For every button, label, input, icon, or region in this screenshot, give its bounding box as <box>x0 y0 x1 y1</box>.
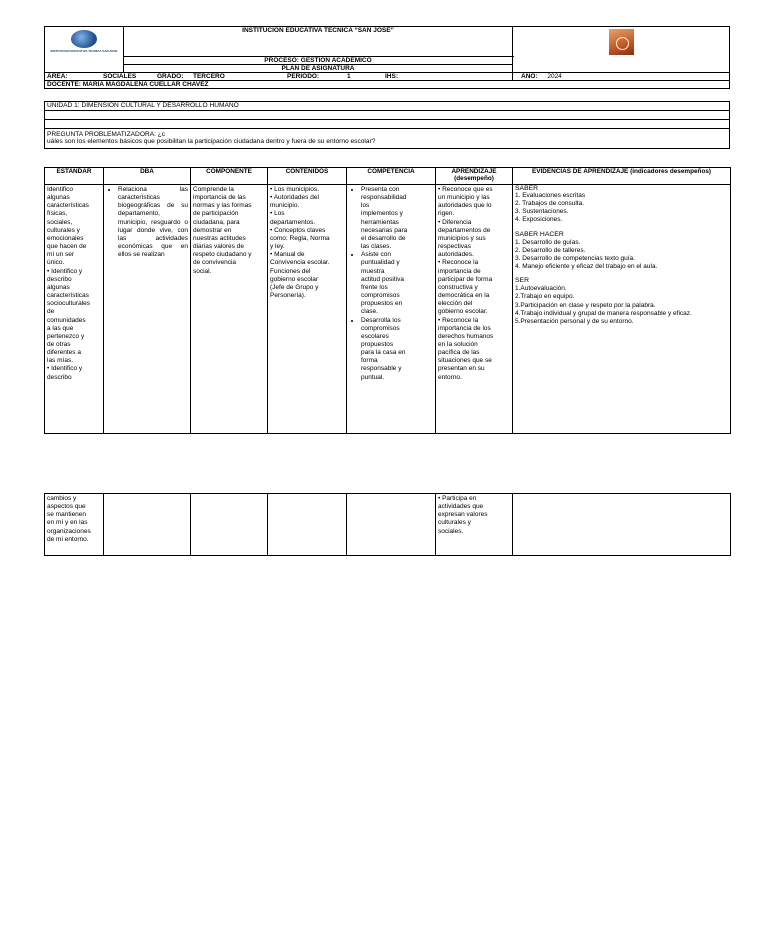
aprendizaje-line: • Reconoce la <box>438 316 479 324</box>
pregunta-cell <box>45 129 730 149</box>
competencia-line: responsabilidad <box>361 194 407 202</box>
estandar-line: características <box>47 292 89 300</box>
competencia-line: los <box>361 202 370 210</box>
competencia-line: las clases. <box>361 243 392 251</box>
competencia-line: • Desarrolla los <box>361 316 401 324</box>
aprendizaje-cont-cell <box>436 494 513 556</box>
pregunta-text: uáles son los elementos básicos que posibilitan la participación ciudadana dentro y fuera de su entorno escolar? <box>47 138 376 145</box>
col-contenidos: CONTENIDOS <box>268 168 347 185</box>
aprendizaje-line: • Reconoce la <box>438 259 479 267</box>
ser-list <box>515 285 728 326</box>
ser-title: SER <box>515 277 529 285</box>
saber-list <box>515 192 728 225</box>
competencia-line: responsable y <box>361 365 402 373</box>
competencia-line: compromisos <box>361 324 400 332</box>
contenidos-line: • Conceptos claves <box>270 226 326 234</box>
competencia-line: compromisos <box>361 292 400 300</box>
estandar-cont-line: de mi entorno. <box>47 535 89 543</box>
competencia-item <box>361 251 433 316</box>
estandar-cont-line: aspectos que <box>47 503 86 511</box>
competencia-line: propuestos <box>361 340 394 348</box>
estandar-line: • Identifico y <box>47 365 83 373</box>
aprendizaje-line: rigen. <box>438 210 455 218</box>
grado-label: GRADO: <box>157 73 184 80</box>
estandar-line: sociales, <box>47 218 73 226</box>
estandar-cont-cell <box>45 494 104 556</box>
aprendizaje-cont-lines <box>438 495 510 536</box>
estandar-line: características <box>47 202 89 210</box>
competencia-line: herramientas <box>361 218 399 226</box>
aprendizaje-line: autoridades. <box>438 251 474 259</box>
aprendizaje-line: en la solución <box>438 340 478 348</box>
aprendizaje-line: • Diferencia <box>438 218 472 226</box>
header-table <box>44 26 730 89</box>
col-competencia: COMPETENCIA <box>347 168 436 185</box>
dba-item: • Relaciona las características biogeográficas de su departamento, municipio, resguardo o lugar donde vive, con las actividades económicas que en ellos se realizan <box>118 186 188 259</box>
componente-line: social. <box>193 267 212 275</box>
aprendizaje-line: gobierno escolar. <box>438 308 488 316</box>
componente-line: de participación <box>193 210 239 218</box>
competencia-line: puntual. <box>361 373 385 381</box>
plan-title: PLAN DE ASIGNATURA <box>124 65 513 73</box>
col-estandar: ESTANDAR <box>45 168 104 185</box>
contenidos-line: • Los municipios. <box>270 186 319 193</box>
docente-name: DOCENTE: MARIA MAGDALENA CUELLAR CHAVEZ <box>45 81 730 89</box>
periodo-value: 1 <box>347 73 351 80</box>
componente-cell <box>191 185 268 434</box>
unidad-table <box>44 101 730 149</box>
aprendizaje-line: municipios y sus <box>438 234 486 242</box>
estandar-line: físicas, <box>47 210 68 218</box>
competencia-line: muestra <box>361 267 385 275</box>
aprendizaje-line: derechos humanos <box>438 332 494 340</box>
ihs-label: IHS: <box>385 73 398 80</box>
estandar-line: de <box>47 308 55 316</box>
ser-item: 1.Autoevaluación. <box>515 285 567 293</box>
componente-cont-cell <box>191 494 268 556</box>
aprendizaje-lines <box>438 186 510 382</box>
estandar-line: a las que <box>47 324 74 332</box>
competencia-line: propuestos en <box>361 300 403 308</box>
area-value: SOCIALES <box>103 73 137 80</box>
competencia-line: el desarrollo de <box>361 234 406 242</box>
componente-lines <box>193 186 265 276</box>
unidad-title: UNIDAD 1: DIMENSION CULTURAL Y DESARROLLO HUMANO <box>45 102 730 111</box>
estandar-line: • Identifico y <box>47 267 83 275</box>
contenidos-line: Funciones del <box>270 267 311 275</box>
dba-cell <box>104 185 191 434</box>
competencia-list <box>349 186 433 382</box>
componente-line: respeto ciudadano y <box>193 251 252 259</box>
area-row <box>45 73 513 81</box>
aprendizaje-line: situaciones que se <box>438 357 492 365</box>
school-logo-icon <box>71 30 97 48</box>
componente-line: de convivencia <box>193 259 236 267</box>
aprendizaje-line: autoridades que lo <box>438 202 492 210</box>
estandar-line: las mías. <box>47 357 74 365</box>
contenidos-line: como: Regla, Norma <box>270 234 330 242</box>
contenidos-line: Convivencia escolar. <box>270 259 330 267</box>
estandar-line: emocionales <box>47 234 84 242</box>
col-aprendizaje: APRENDIZAJE (desempeño) <box>436 168 513 185</box>
saber-item: 3. Sustentaciones. <box>515 208 569 216</box>
ser-item: 3.Participación en clase y respeto por la palabra. <box>515 301 656 309</box>
estandar-line: mí un ser <box>47 251 75 259</box>
estandar-line: socioculturales <box>47 300 90 308</box>
competencia-line: clase. <box>361 308 378 316</box>
estandar-lines <box>47 186 101 382</box>
aprendizaje-line: democrática en la <box>438 292 490 300</box>
contenidos-line: Personería). <box>270 292 306 300</box>
aprendizaje-cell <box>436 185 513 434</box>
institution-name: INSTITUCION EDUCATIVA TECNICA “SAN JOSE” <box>124 27 513 57</box>
continuation-table <box>44 493 731 556</box>
estandar-line: algunas <box>47 194 70 202</box>
contenidos-line: y ley. <box>270 243 285 251</box>
contenidos-line: departamentos. <box>270 218 316 226</box>
dba-cont-cell <box>104 494 191 556</box>
evidencias-cont-cell <box>513 494 731 556</box>
componente-line: importancia de las <box>193 194 246 202</box>
competencia-line: actitud positiva <box>361 275 404 283</box>
competencia-line: puntualidad y <box>361 259 400 267</box>
competencia-line: implementos y <box>361 210 403 218</box>
aprendizaje-line: elección del <box>438 300 473 308</box>
saber-title: SABER <box>515 185 539 192</box>
ser-item: 2.Trabajo en equipo. <box>515 293 575 301</box>
aprendizaje-cont-line: expresan valores <box>438 511 488 519</box>
estandar-line: algunas <box>47 283 70 291</box>
contenidos-cell <box>268 185 347 434</box>
estandar-line: describo <box>47 275 72 283</box>
ano-value: 2024 <box>547 73 562 80</box>
area-label: AREA: <box>47 73 68 80</box>
estandar-cont-line: cambios y <box>47 495 77 502</box>
school-logo-cell <box>45 27 124 73</box>
aprendizaje-line: constructiva y <box>438 283 478 291</box>
institution-seal-icon <box>609 29 634 55</box>
aprendizaje-cont-line: • Participa en <box>438 495 477 502</box>
estandar-cont-line: en mí y en las <box>47 519 88 527</box>
estandar-line: que hacen de <box>47 243 87 251</box>
estandar-cont-lines <box>47 495 101 544</box>
estandar-line: culturales y <box>47 226 80 234</box>
aprendizaje-line: departamentos de <box>438 226 491 234</box>
saber-item: 1. Evaluaciones escritas <box>515 192 586 199</box>
aprendizaje-line: entorno. <box>438 373 462 381</box>
competencia-item <box>361 186 433 251</box>
seal-cell <box>513 27 730 73</box>
componente-line: Comprende la <box>193 186 234 193</box>
competencia-cont-cell <box>347 494 436 556</box>
componente-line: nuestras actitudes <box>193 234 246 242</box>
col-evidencias: EVIDENCIAS DE APRENDIZAJE (indicadores desempeños) <box>513 168 731 185</box>
contenidos-line: • Manual de <box>270 251 305 259</box>
periodo-label: PERIODO: <box>287 73 320 80</box>
ano-cell <box>513 73 730 81</box>
contenidos-line: municipio. <box>270 202 300 210</box>
contenidos-line: (Jefe de Grupo y <box>270 283 319 291</box>
ser-item: 5.Presentación personal y de su entorno. <box>515 317 634 325</box>
col-dba: DBA <box>104 168 191 185</box>
competencia-cell <box>347 185 436 434</box>
aprendizaje-cont-line: actividades que <box>438 503 484 511</box>
aprendizaje-line: importancia de los <box>438 324 491 332</box>
unidad-blank-row-2 <box>45 120 730 129</box>
competencia-line: • Presenta con <box>361 186 400 193</box>
estandar-cell <box>45 185 104 434</box>
estandar-line: pertenezco y <box>47 332 85 340</box>
componente-line: diarias valores de <box>193 243 244 251</box>
col-componente: COMPONENTE <box>191 168 268 185</box>
pregunta-label: PREGUNTA PROBLEMATIZADORA: ¿c <box>47 131 166 138</box>
saber-hacer-list <box>515 239 728 272</box>
componente-line: ciudadana, para <box>193 218 240 226</box>
estandar-cont-line: organizaciones <box>47 527 91 535</box>
saber-hacer-title: SABER HACER <box>515 230 564 238</box>
saber-hacer-item: 4. Manejo eficiente y eficaz del trabajo en el aula. <box>515 263 658 271</box>
estandar-cont-line: se mantienen <box>47 511 87 519</box>
componente-line: demostrar en <box>193 226 232 234</box>
aprendizaje-cont-line: sociales. <box>438 527 464 535</box>
contenidos-line: • Los <box>270 210 285 218</box>
aprendizaje-line: respectivas <box>438 243 471 251</box>
saber-hacer-item: 3. Desarrollo de competencias texto guía. <box>515 254 635 262</box>
saber-item: 2. Trabajos de consulta. <box>515 200 585 208</box>
estandar-line: Identifico <box>47 186 74 193</box>
evidencias-cell <box>513 185 731 434</box>
aprendizaje-line: importancia de <box>438 267 481 275</box>
main-table <box>44 167 731 434</box>
estandar-line: de otras <box>47 340 71 348</box>
aprendizaje-line: presentan en su <box>438 365 485 373</box>
ano-label: AÑO: <box>521 73 538 80</box>
contenidos-lines <box>270 186 344 300</box>
aprendizaje-line: pacífica de las <box>438 349 480 357</box>
contenidos-line: gobierno escolar <box>270 275 319 283</box>
unidad-blank-row <box>45 111 730 120</box>
componente-line: normas y las formas <box>193 202 252 210</box>
estandar-line: comunidades <box>47 316 86 324</box>
competencia-line: • Asiste con <box>361 251 391 259</box>
ser-item: 4.Trabajo individual y grupal de manera responsable y eficaz. <box>515 309 692 317</box>
contenidos-cont-cell <box>268 494 347 556</box>
estandar-line: diferentes a <box>47 349 81 357</box>
grado-value: TERCERO <box>193 73 225 80</box>
saber-hacer-item: 2. Desarrollo de talleres. <box>515 246 586 254</box>
competencia-line: para la casa en <box>361 349 406 357</box>
aprendizaje-line: un municipio y las <box>438 194 490 202</box>
estandar-line: describo <box>47 373 72 381</box>
competencia-line: escolares <box>361 332 389 340</box>
estandar-line: único. <box>47 259 65 267</box>
competencia-line: necesarias para <box>361 226 408 234</box>
process-title: PROCESO: GESTION ACADEMICO <box>124 57 513 65</box>
saber-item: 4. Exposiciones. <box>515 216 563 224</box>
competencia-line: frente los <box>361 283 388 291</box>
competencia-line: forma <box>361 357 378 365</box>
competencia-item <box>361 317 433 382</box>
aprendizaje-line: • Reconoce que es <box>438 186 493 193</box>
school-logo-text: INSTITUCION EDUCATIVA TECNICA SAN JOSE <box>50 49 118 53</box>
saber-hacer-item: 1. Desarrollo de guías. <box>515 238 581 246</box>
aprendizaje-line: participar de forma <box>438 275 493 283</box>
contenidos-line: • Autoridades del <box>270 194 319 202</box>
aprendizaje-cont-line: culturales y <box>438 519 471 527</box>
